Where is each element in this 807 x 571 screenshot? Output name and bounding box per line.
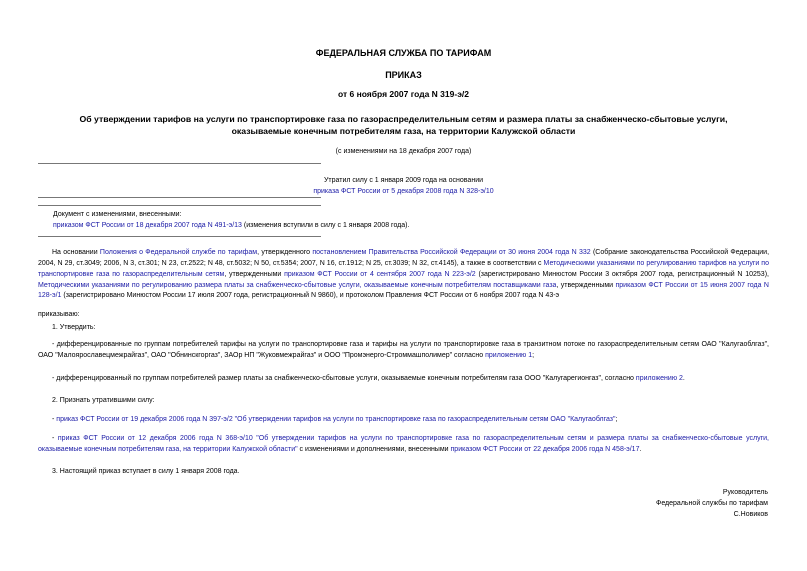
item-1: 1. Утвердить: <box>52 324 96 331</box>
signature-agency: Федеральной службы по тарифам <box>656 500 768 508</box>
preamble-link[interactable]: приказом ФСТ России от 4 сентября 2007 года N 223-э/2 <box>284 270 476 278</box>
preamble-text: (зарегистрировано Минюстом России 3 октября 2007 года, регистрационный N 10253), <box>475 270 769 278</box>
preamble-text: На основании <box>52 249 100 256</box>
doc-changes-label: Документ с изменениями, внесенными: <box>53 211 182 218</box>
preamble-link[interactable]: Методическими указаниями по регулированию размера платы за снабженческо-сбытовые услуги, оказываемые конечным потребителям поставщиками газа <box>38 281 557 289</box>
item-text: . <box>682 375 685 382</box>
divider <box>38 163 321 164</box>
preamble-text: , утвержденными <box>224 270 285 278</box>
amending-order-link[interactable]: приказом ФСТ России от 22 декабря 2006 года N 458-э/17 <box>450 445 640 453</box>
item-text: . <box>639 445 642 453</box>
appendix-2-link[interactable]: приложению 2 <box>635 375 683 382</box>
divider <box>38 197 321 198</box>
preamble-text: , утвержденными <box>556 281 616 289</box>
item-1-tariffs <box>38 340 769 362</box>
divider <box>38 205 321 206</box>
preamble-link[interactable]: Методическими указаниями по регулированию тарифов на услуги по транспортировке газа по газораспределительным сетям <box>38 259 769 278</box>
revoked-order-1 <box>52 415 769 425</box>
preamble-text: (Собрание законодательства Российской Федерации, 2004, N 29, ст.3049; 2006, N 3, ст.301; N 23, ст.2522; N 48, ст.5032; N 50, ст.5354; 2007, N 16, ст.1912; N 25, ст.3039; N 32, ст.4145), а также в соответствии с <box>38 249 770 267</box>
divider <box>38 236 321 237</box>
document-title: Об утверждении тарифов на услуги по транспортировке газа по газораспределительным сетям и размера платы за снабженческо-сбытовые услуги, оказываемые конечным потребителям газа, на территории Калужской области <box>79 114 728 136</box>
signature-position: Руководитель <box>722 489 768 496</box>
signature-block <box>656 487 768 521</box>
item-text: - <box>52 435 58 442</box>
item-2: 2. Признать утратившими силу: <box>52 397 155 404</box>
appendix-1-link[interactable]: приложению 1 <box>485 351 533 359</box>
preamble-text: (зарегистрировано Минюстом России 17 июля 2007 года, регистрационный N 9860), и протоколом Правления ФСТ России от 6 ноября 2007 года N 43-э <box>61 292 560 300</box>
revoked-order-2 <box>38 434 769 456</box>
item-3: 3. Настоящий приказ вступает в силу 1 января 2008 года. <box>52 468 240 475</box>
lost-force-text: Утратил силу с 1 января 2009 года на основании <box>323 177 484 184</box>
item-text: - <box>52 416 57 423</box>
lost-force-link[interactable]: приказа ФСТ России от 5 декабря 2008 года N 328-э/10 <box>313 187 494 195</box>
date-number-heading: от 6 ноября 2007 года N 319-э/2 <box>338 89 469 99</box>
preamble-link[interactable]: Положения о Федеральной службе по тарифам <box>99 249 258 256</box>
signature-name: С.Новиков <box>733 511 768 519</box>
revoked-order-2-link[interactable]: приказ ФСТ России от 12 декабря 2006 года N 368-э/10 "Об утверждении тарифов на услуги по транспортировке газа по газораспределительным сетям и размера платы за снабженческо-сбытовые услуги, оказываемые конечным потребителям газа, на территории Калужской области" <box>38 435 769 453</box>
doc-changes-block <box>53 210 493 231</box>
item-text: - дифференцированные по группам потребителей тарифы на услуги по транспортировке газа и тарифы на услуги по транспортировке газа в транзитном потоке по газораспределительным сетям ОАО "Калугаоблгаз", ОАО "Малоярославецмежрайгаз", ОАО "Обнинскгоргаз", ЗАОр НП "Жуковмежрайгаз" и ООО "Промэнерго-Строммашполимер" согласно <box>38 341 769 359</box>
doc-type-heading: ПРИКАЗ <box>385 70 422 80</box>
doc-changes-link[interactable]: приказом ФСТ России от 18 декабря 2007 года N 491-э/13 <box>53 221 242 229</box>
order-word: приказываю: <box>38 311 80 318</box>
lost-force-block <box>300 176 507 197</box>
amendments-note: (с изменениями на 18 декабря 2007 года) <box>335 148 472 155</box>
item-text: ; <box>615 416 618 423</box>
revoked-order-1-link[interactable]: приказ ФСТ России от 19 декабря 2006 года N 397-э/2 "Об утверждении тарифов на услуги по транспортировке газа по газораспределительным сетям ОАО "Калугаоблгаз" <box>56 416 616 423</box>
item-text: с изменениями и дополнениями, внесенными <box>297 445 451 453</box>
item-1-fee <box>52 374 769 384</box>
preamble-text: , утвержденного <box>257 249 313 256</box>
preamble-link[interactable]: постановлением Правительства Российской Федерации от 30 июня 2004 года N 332 <box>312 249 591 256</box>
doc-changes-note: (изменения вступили в силу с 1 января 2008 года). <box>243 221 410 229</box>
item-text: ; <box>532 351 535 359</box>
preamble-paragraph <box>38 248 769 302</box>
agency-heading: ФЕДЕРАЛЬНАЯ СЛУЖБА ПО ТАРИФАМ <box>315 48 492 58</box>
item-text: - дифференцированный по группам потребителей размер платы за снабженческо-сбытовые услуги, оказываемые конечным потребителям газа ООО "Калугарегионгаз", согласно <box>52 375 636 382</box>
preamble-link[interactable]: приказом ФСТ России от 15 июня 2007 года N 128-э/1 <box>38 281 769 300</box>
